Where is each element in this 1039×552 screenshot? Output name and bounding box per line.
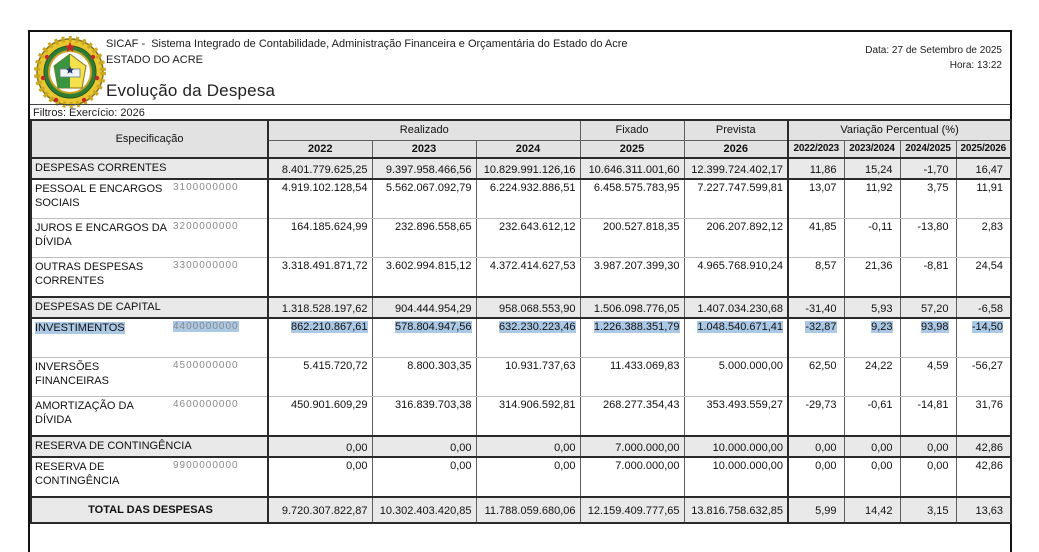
code-cell: 3100000000 — [171, 179, 268, 219]
value-cell: 164.185.624,99 — [268, 219, 372, 258]
code-cell: 4500000000 — [171, 358, 268, 397]
selected-text: 1.048.540.671,41 — [697, 321, 784, 333]
value-cell: 353.493.559,27 — [684, 397, 788, 437]
variation-cell: 5,99 — [788, 497, 844, 523]
value-cell: 9.720.307.822,87 — [268, 497, 372, 523]
variation-cell: 0,00 — [844, 457, 900, 497]
value-cell: 5.415.720,72 — [268, 358, 372, 397]
variation-cell: 3,75 — [900, 179, 956, 219]
variation-cell: -29,73 — [788, 397, 844, 437]
group-header-prevista: Prevista — [684, 120, 788, 140]
value-cell: 10.646.311.001,60 — [580, 158, 684, 179]
value-cell — [684, 318, 788, 358]
variation-cell: 13,07 — [788, 179, 844, 219]
variation-cell: 16,47 — [956, 158, 1011, 179]
value-cell: 12.159.409.777,65 — [580, 497, 684, 523]
value-cell: 5.562.067.092,79 — [372, 179, 476, 219]
value-cell: 9.397.958.466,56 — [372, 158, 476, 179]
value-cell: 10.931.737,63 — [476, 358, 580, 397]
variation-cell — [900, 318, 956, 358]
value-cell: 4.919.102.128,54 — [268, 179, 372, 219]
value-cell: 7.000.000,00 — [580, 436, 684, 457]
variation-cell: -6,58 — [956, 297, 1011, 318]
code-cell: 3200000000 — [171, 219, 268, 258]
value-cell: 13.816.758.632,85 — [684, 497, 788, 523]
value-cell: 0,00 — [268, 436, 372, 457]
spec-cell: DESPESAS DE CAPITAL — [31, 297, 268, 318]
variation-cell: 31,76 — [956, 397, 1011, 437]
variation-cell — [788, 318, 844, 358]
variation-period-header: 2023/2024 — [844, 140, 900, 158]
variation-cell: -0,61 — [844, 397, 900, 437]
value-cell: 11.788.059.680,06 — [476, 497, 580, 523]
selected-text: 1.226.388.351,79 — [593, 321, 680, 333]
value-cell: 0,00 — [372, 436, 476, 457]
table-row[interactable] — [31, 318, 1011, 358]
value-cell: 1.407.034.230,68 — [684, 297, 788, 318]
value-cell: 10.302.403.420,85 — [372, 497, 476, 523]
datetime-block — [865, 43, 1002, 73]
variation-cell: -56,27 — [956, 358, 1011, 397]
value-cell: 4.372.414.627,53 — [476, 258, 580, 298]
variation-period-header: 2024/2025 — [900, 140, 956, 158]
year-header: 2025 — [580, 140, 684, 158]
value-cell: 232.643.612,12 — [476, 219, 580, 258]
variation-cell: 0,00 — [900, 457, 956, 497]
selected-text: 4400000000 — [173, 321, 239, 332]
variation-cell: -13,80 — [900, 219, 956, 258]
value-cell: 268.277.354,43 — [580, 397, 684, 437]
variation-cell: 21,36 — [844, 258, 900, 298]
variation-cell: 57,20 — [900, 297, 956, 318]
value-cell: 10.829.991.126,16 — [476, 158, 580, 179]
value-cell: 450.901.609,29 — [268, 397, 372, 437]
value-cell: 3.602.994.815,12 — [372, 258, 476, 298]
variation-cell: 42,86 — [956, 457, 1011, 497]
selected-text: 578.804.947,56 — [395, 321, 472, 333]
variation-cell: 24,54 — [956, 258, 1011, 298]
variation-cell: 0,00 — [844, 436, 900, 457]
value-cell: 232.896.558,65 — [372, 219, 476, 258]
table-row[interactable] — [31, 219, 1011, 258]
table-row[interactable] — [31, 358, 1011, 397]
variation-cell: 2,83 — [956, 219, 1011, 258]
value-cell: 0,00 — [372, 457, 476, 497]
table-row[interactable] — [31, 258, 1011, 298]
variation-cell: 5,93 — [844, 297, 900, 318]
value-cell: 958.068.553,90 — [476, 297, 580, 318]
value-cell: 7.000.000,00 — [580, 457, 684, 497]
value-cell: 1.506.098.776,05 — [580, 297, 684, 318]
spec-cell — [31, 318, 171, 358]
spec-cell: JUROS E ENCARGOS DA DÍVIDA — [31, 219, 171, 258]
spec-cell: TOTAL DAS DESPESAS — [31, 497, 268, 523]
value-cell — [476, 318, 580, 358]
table-row[interactable] — [31, 179, 1011, 219]
value-cell: 206.207.892,12 — [684, 219, 788, 258]
group-header-realizado: Realizado — [268, 120, 580, 140]
year-header: 2026 — [684, 140, 788, 158]
selected-text: 632.230.223,46 — [499, 321, 576, 333]
year-header: 2024 — [476, 140, 580, 158]
table-row[interactable] — [31, 297, 1011, 318]
value-cell: 8.401.779.625,25 — [268, 158, 372, 179]
variation-cell: 41,85 — [788, 219, 844, 258]
value-cell: 11.433.069,83 — [580, 358, 684, 397]
value-cell — [372, 318, 476, 358]
variation-cell: 11,86 — [788, 158, 844, 179]
code-cell: 9900000000 — [171, 457, 268, 497]
value-cell: 314.906.592,81 — [476, 397, 580, 437]
variation-cell: 4,59 — [900, 358, 956, 397]
value-cell — [268, 318, 372, 358]
selected-text: -14,50 — [971, 321, 1004, 333]
value-cell: 6.224.932.886,51 — [476, 179, 580, 219]
variation-period-header: 2022/2023 — [788, 140, 844, 158]
variation-cell: -0,11 — [844, 219, 900, 258]
entity-name: ESTADO DO ACRE — [106, 54, 203, 66]
group-header-variacao: Variação Percentual (%) — [788, 120, 1011, 140]
selected-text: 862.210.867,61 — [291, 321, 368, 333]
spec-cell: OUTRAS DESPESAS CORRENTES — [31, 258, 171, 298]
value-cell: 3.987.207.399,30 — [580, 258, 684, 298]
variation-cell: 11,91 — [956, 179, 1011, 219]
table-row[interactable] — [31, 436, 1011, 457]
code-cell: 3300000000 — [171, 258, 268, 298]
expense-evolution-table — [30, 119, 1012, 524]
group-header-fixado: Fixado — [580, 120, 684, 140]
value-cell: 4.965.768.910,24 — [684, 258, 788, 298]
selected-text: INVESTIMENTOS — [35, 322, 125, 334]
variation-cell: 24,22 — [844, 358, 900, 397]
variation-cell: -14,81 — [900, 397, 956, 437]
value-cell: 10.000.000,00 — [684, 457, 788, 497]
selected-text: -32,87 — [805, 321, 837, 333]
variation-cell: 15,24 — [844, 158, 900, 179]
value-cell: 12.399.724.402,17 — [684, 158, 788, 179]
filters-label: Filtros: Exercício: 2026 — [33, 107, 145, 119]
code-cell: 4600000000 — [171, 397, 268, 437]
acre-coat-of-arms-logo — [34, 36, 106, 108]
selected-text: 9,23 — [871, 321, 893, 333]
variation-cell: 42,86 — [956, 436, 1011, 457]
col-header-especificacao: Especificação — [31, 120, 268, 158]
value-cell: 6.458.575.783,95 — [580, 179, 684, 219]
value-cell: 8.800.303,35 — [372, 358, 476, 397]
variation-cell — [844, 318, 900, 358]
variation-cell: 0,00 — [900, 436, 956, 457]
code-cell — [171, 318, 268, 358]
value-cell: 0,00 — [268, 457, 372, 497]
value-cell: 316.839.703,38 — [372, 397, 476, 437]
spec-cell: PESSOAL E ENCARGOS SOCIAIS — [31, 179, 171, 219]
value-cell — [580, 318, 684, 358]
variation-cell: 62,50 — [788, 358, 844, 397]
report-page — [28, 30, 1012, 552]
variation-cell: 11,92 — [844, 179, 900, 219]
value-cell: 0,00 — [476, 436, 580, 457]
table-row[interactable] — [31, 158, 1011, 179]
spec-cell: RESERVA DE CONTINGÊNCIA — [31, 457, 171, 497]
report-time: Hora: 13:22 — [949, 60, 1002, 71]
spec-cell: INVERSÕES FINANCEIRAS — [31, 358, 171, 397]
page-title: Evolução da Despesa — [106, 81, 276, 100]
table-row[interactable] — [31, 397, 1011, 437]
variation-cell: 3,15 — [900, 497, 956, 523]
value-cell: 7.227.747.599,81 — [684, 179, 788, 219]
variation-cell: 0,00 — [788, 457, 844, 497]
variation-cell: 8,57 — [788, 258, 844, 298]
spec-cell: RESERVA DE CONTINGÊNCIA — [31, 436, 268, 457]
variation-cell: -31,40 — [788, 297, 844, 318]
table-row[interactable] — [31, 497, 1011, 523]
value-cell: 904.444.954,29 — [372, 297, 476, 318]
header-divider — [30, 104, 1010, 105]
variation-cell: 13,63 — [956, 497, 1011, 523]
header-text-block — [106, 38, 628, 101]
value-cell: 1.318.528.197,62 — [268, 297, 372, 318]
table-row[interactable] — [31, 457, 1011, 497]
system-title: SICAF - Sistema Integrado de Contabilidade, Administração Financeira e Orçamentária do Estado do Acre — [106, 38, 628, 50]
variation-cell: 14,42 — [844, 497, 900, 523]
value-cell: 10.000.000,00 — [684, 436, 788, 457]
value-cell: 3.318.491.871,72 — [268, 258, 372, 298]
year-header: 2023 — [372, 140, 476, 158]
value-cell: 0,00 — [476, 457, 580, 497]
year-header: 2022 — [268, 140, 372, 158]
spec-cell: AMORTIZAÇÃO DA DÍVIDA — [31, 397, 171, 437]
variation-cell — [956, 318, 1011, 358]
variation-cell: -8,81 — [900, 258, 956, 298]
value-cell: 5.000.000,00 — [684, 358, 788, 397]
variation-cell: -1,70 — [900, 158, 956, 179]
spec-cell: DESPESAS CORRENTES — [31, 158, 268, 179]
variation-cell: 0,00 — [788, 436, 844, 457]
variation-period-header: 2025/2026 — [956, 140, 1011, 158]
selected-text: 93,98 — [920, 321, 949, 333]
value-cell: 200.527.818,35 — [580, 219, 684, 258]
report-date: Data: 27 de Setembro de 2025 — [865, 45, 1002, 56]
